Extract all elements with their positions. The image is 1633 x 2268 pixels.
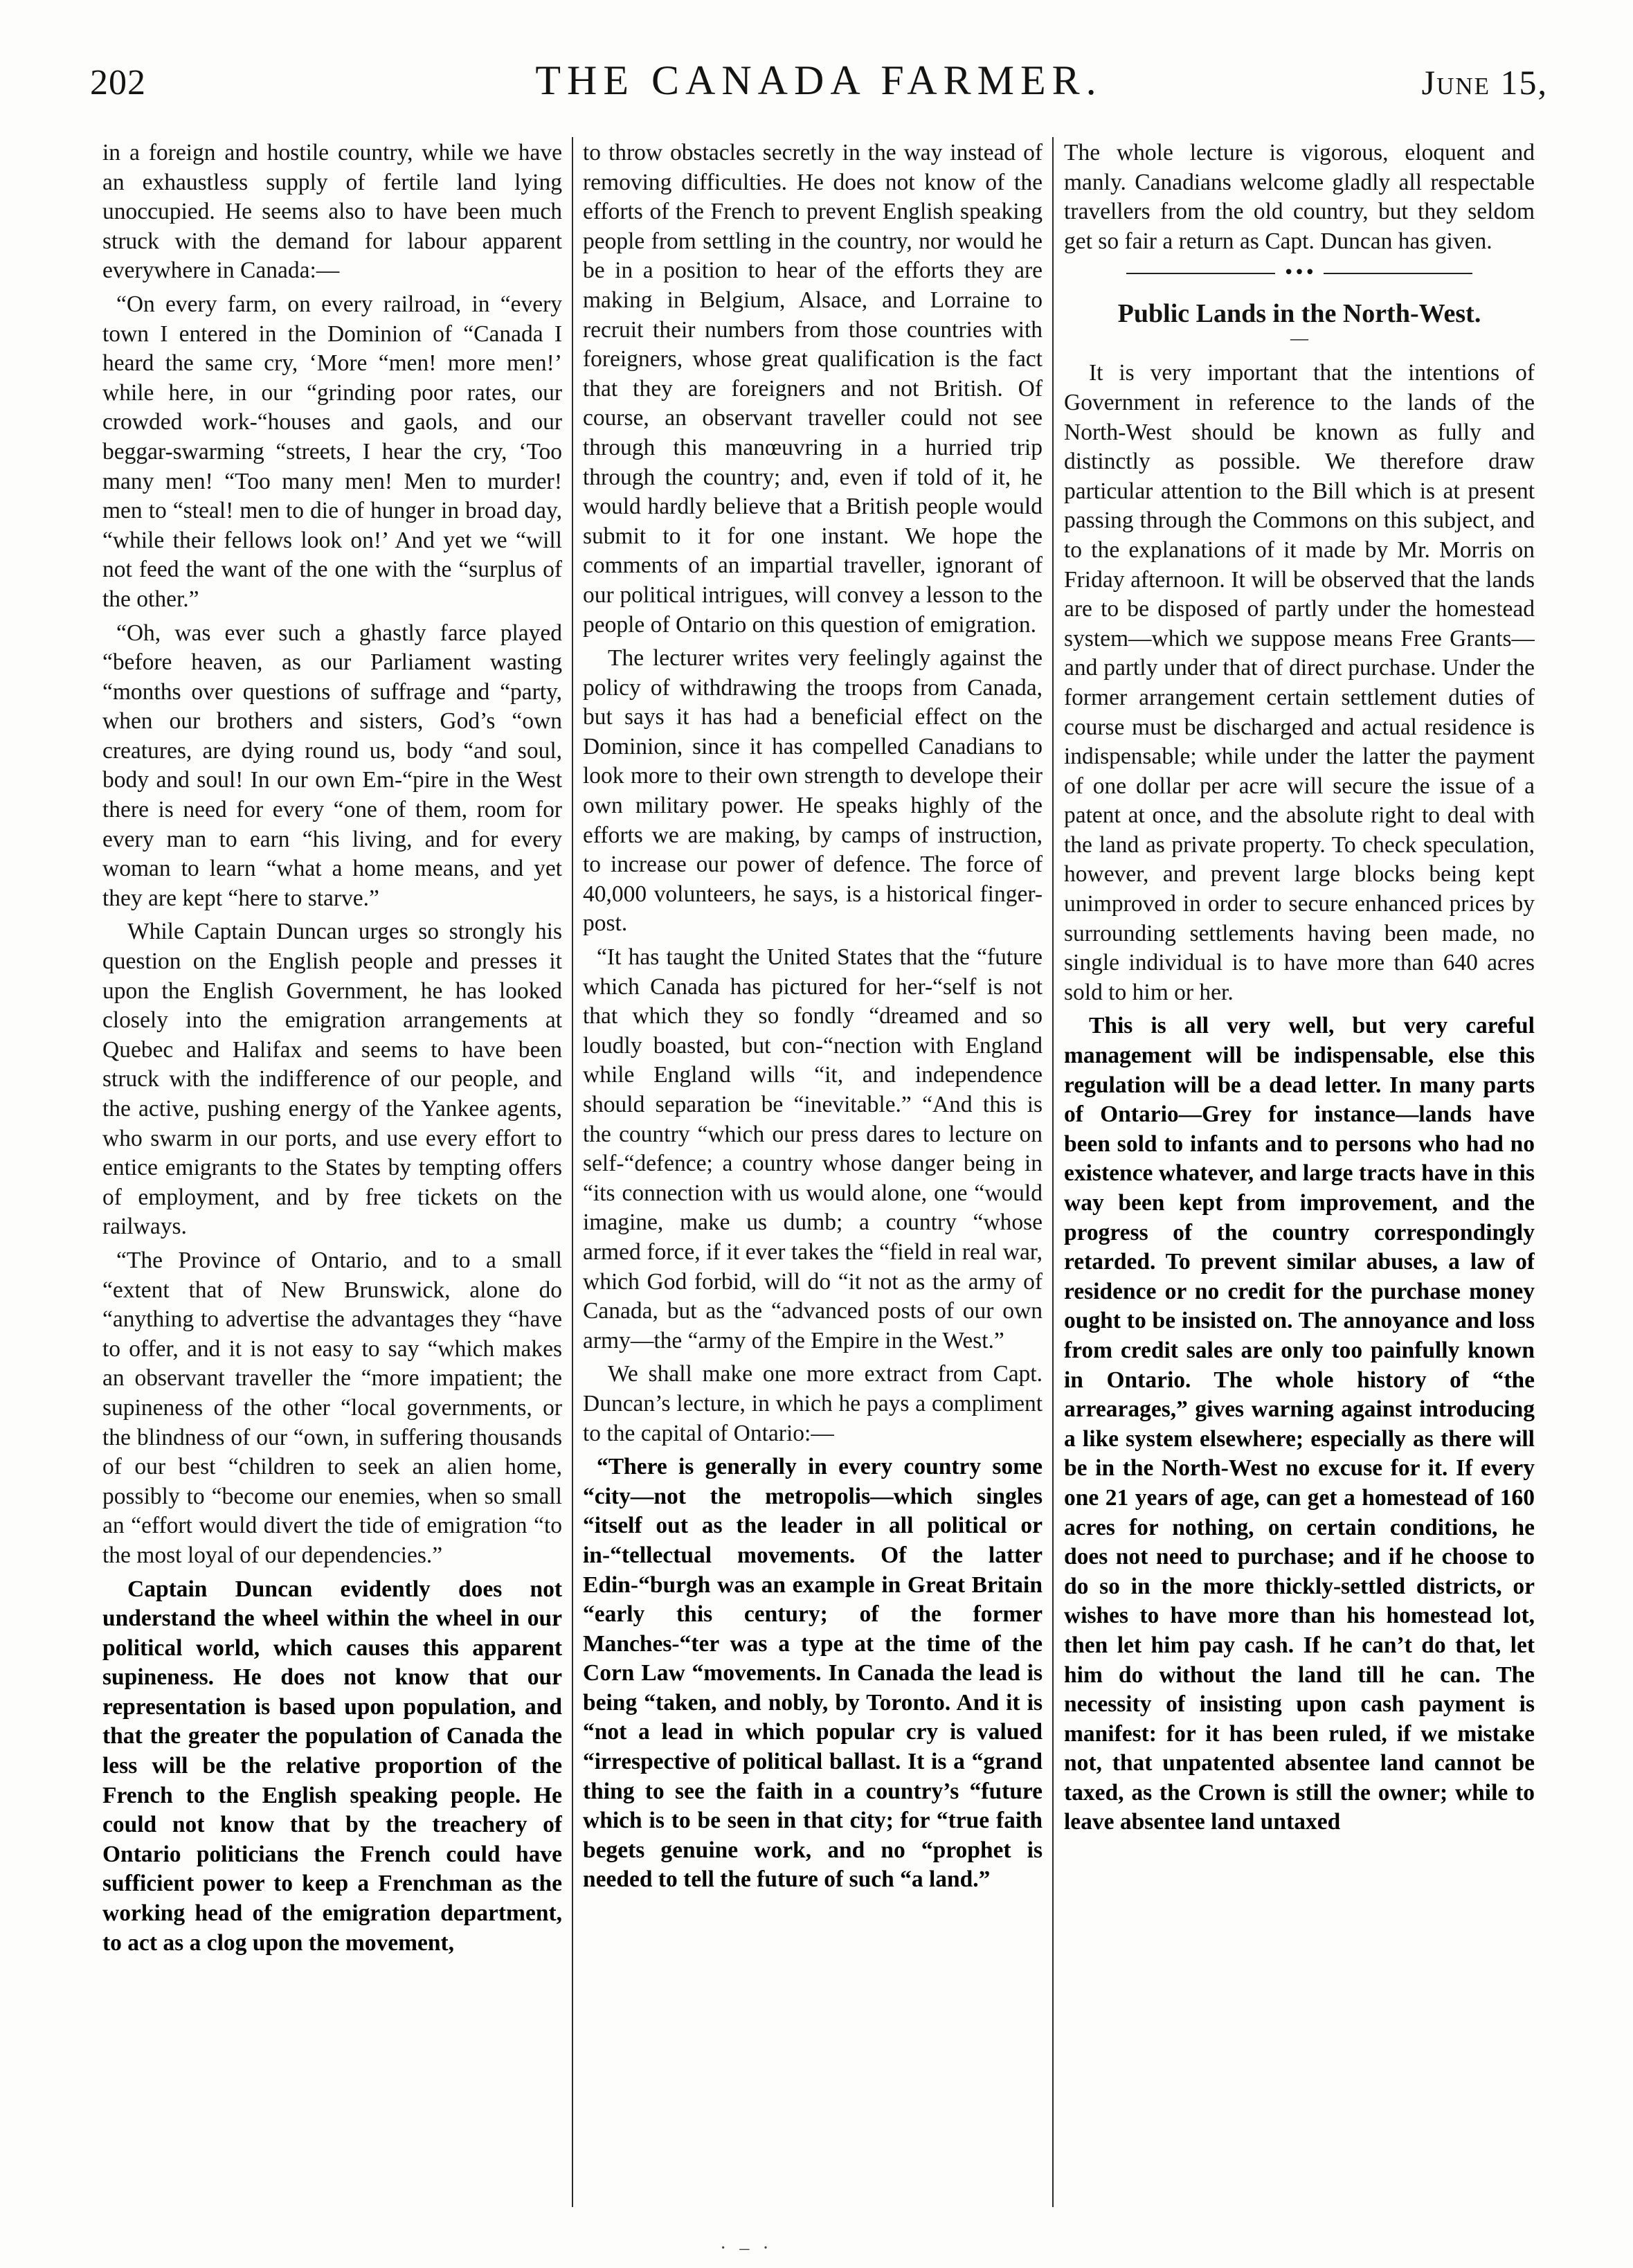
newspaper-title: THE CANADA FARMER.	[535, 57, 1103, 103]
paragraph: We shall make one more extract from Capt. Duncan’s lecture, in which he pays a compliment to the capital of Ontario:—	[583, 1361, 1043, 1446]
paragraph: While Captain Duncan urges so strongly his question on the English people and presses it upon the English Government, he has looked closely into the emigration arrangements at Quebec and Halifax and seems to have been struck with the indifference of our people, and the active, pushing energy of the Yankee agents, who swarm in our ports, and use every effort to entice emigrants to the States by tempting offers of employment, and by free tickets on the railways.	[102, 919, 562, 1240]
quoted-paragraph: “The Province of Ontario, and to a small “extent that of New Brunswick, alone do “anything to advertise the advantages they “have to offer, and it is not easy to say “which makes an observant traveller the “more impatient; the supineness of the other “local governments, or the blindness of our “own, in suffering thousands of our best “children to seek an alien home, possibly to “become our enemies, when so small an “effort would divert the tide of emigration “to the most loyal of our dependencies.”	[102, 1247, 562, 1568]
page-header	[90, 57, 1548, 119]
issue-date: June 15,	[1421, 63, 1548, 102]
paragraph: It is very important that the intentions of Government in reference to the lands of the North-West should be known as fully and distinctly as possible. We therefore draw particular attention to the Bill which is at present passing through the Commons on this subject, and to the explanations of it made by Mr. Morris on Friday afternoon. It will be observed that the lands are to be disposed of partly under the homestead system—which we suppose means Free Grants—and partly under that of direct purchase. Under the former arrangement certain settlement duties of course must be discharged and actual residence is indispensable; while under the latter the payment of one dollar per acre will secure the issue of a patent at once, and the absolute right to deal with the land as private property. To check speculation, however, and prevent large blocks being kept unimproved in order to secure enhanced prices by surrounding settlements having been made, no single individual is to have more than 640 acres sold to him or her.	[1064, 360, 1535, 1005]
article-column-2	[583, 138, 1043, 2222]
page-number: 202	[90, 63, 146, 102]
footer-mark: · – ·	[720, 2238, 773, 2259]
article-column-3	[1064, 138, 1535, 2222]
heading-dash: —	[1290, 328, 1308, 349]
paragraph: Captain Duncan evidently does not understand the wheel within the wheel in our political world, which causes this apparent supineness. He does not know that our representation is based upon population, and that the greater the population of Canada the less will be the relative proportion of the French to the English speaking people. He could not know that by the treachery of Ontario politicians the French could have sufficient power to keep a Frenchman as the working head of the emigration department, to act as a clog upon the movement,	[102, 1576, 562, 1956]
quoted-paragraph: “It has taught the United States that the “future which Canada has pictured for her-“self is not that which they so fondly “dreamed and so loudly boasted, but con-“nection with England while England wills “it, and independence should separation be “inevitable.” “And this is the country “which our press dares to lecture on self-“defence; a country whose danger being in “its connection with us would alone, one “would imagine, make us dumb; a country “whose armed force, if it ever takes the “field in real war, which God forbid, will do “it not as the army of Canada, but as the “advanced posts of our own army—the “army of the Empire in the West.”	[583, 944, 1043, 1353]
paragraph: in a foreign and hostile country, while we have an exhaustless supply of fertile land lying unoccupied. He seems also to have been much struck with the demand for labour apparent everywhere in Canada:—	[102, 140, 562, 284]
paragraph: The whole lecture is vigorous, eloquent and manly. Canadians welcome gladly all respectable travellers from the old country, but they seldom get so fair a return as Capt. Duncan has given.	[1064, 140, 1535, 254]
column-divider	[572, 137, 573, 2207]
quoted-paragraph: “There is generally in every country some “city—not the metropolis—which singles “itself out as the leader in all political or in-“tellectual movements. Of the latter Edin-“burgh was an example in Great Britain “early this century; of the former Manches-“ter was a type at the time of the Corn Law “movements. In Canada the lead is being “taken, and nobly, by Toronto. And it is “not a lead in which popular cry is valued “irrespective of political ballast. It is a “grand thing to see the faith in a country’s “future which is to be seen in that city; for “true faith begets genuine work, and no “prophet is needed to tell the future of such “a land.”	[583, 1454, 1043, 1893]
separator-ornament: •••	[1275, 262, 1324, 284]
article-column-1	[102, 138, 562, 2222]
column-divider	[1052, 137, 1054, 2207]
quoted-paragraph: “On every farm, on every railroad, in “every town I entered in the Dominion of “Canada I heard the same cry, ‘More “men! more men!’ while here, in our “grinding poor rates, our crowded work-“houses and gaols, and our beggar-swarming “streets, I hear the cry, ‘Too many men! “Too many men! Men to murder! men to “steal! men to die of hunger in broad day, “while their fellows look on!’ And yet we “will not feed the want of the one with the “surplus of the other.”	[102, 291, 562, 612]
quoted-paragraph: “Oh, was ever such a ghastly farce played “before heaven, as our Parliament wasting “months over questions of suffrage and “party, when our brothers and sisters, God’s “own creatures, are dying round us, body “and soul, body and soul! In our own Em-“pire in the West there is need for every “one of them, room for every man to earn “his living, and for every woman to learn “what a home means, and yet they are kept “here to starve.”	[102, 620, 562, 911]
section-separator	[1064, 262, 1535, 285]
paragraph: This is all very well, but very careful management will be indispensable, else this regulation will be a dead letter. In many parts of Ontario—Grey for instance—lands have been sold to infants and to persons who had no existence whatever, and large tracts have in this way been kept from improvement, and the progress of the country correspondingly retarded. To prevent similar abuses, a law of residence or no credit for the purchase money ought to be insisted on. The annoyance and loss from credit sales are only too painfully known in Ontario. The whole history of “the arrearages,” gives warning against introducing a like system elsewhere; especially as there will be in the North-West no excuse for it. If every one 21 years of age, can get a homestead of 160 acres for nothing, on certain conditions, he does not need to purchase; and if he choose to do so in the more thickly-settled districts, or wishes to have more than his homestead lot, then let him pay cash. If he can’t do that, let him do without the land till he can. The necessity of insisting upon cash payment is manifest: for it has been ruled, if we mistake not, that unpatented absentee land cannot be taxed, as the Crown is still the owner; while to leave absentee land untaxed	[1064, 1013, 1535, 1835]
paragraph: to throw obstacles secretly in the way instead of removing difficulties. He does not know of the efforts of the French to prevent English speaking people from settling in the country, nor would he be in a position to hear of the efforts they are making in Belgium, Alsace, and Lorraine to recruit their numbers from those countries with foreigners, whose great qualification is the fact that they are foreigners and not British. Of course, an observant traveller could not see through this manœuvring in a hurried trip through the country; and, even if told of it, he would hardly believe that a British people would submit to it for one instant. We hope the comments of an impartial traveller, ignorant of our political intrigues, will convey a lesson to the people of Ontario on this question of emigration.	[583, 140, 1043, 638]
paragraph: The lecturer writes very feelingly against the policy of withdrawing the troops from Canada, but says it has had a beneficial effect on the Dominion, since it has compelled Canadians to look more to their own strength to develope their own military power. He speaks highly of the efforts we are making, by camps of instruction, to increase our power of defence. The force of 40,000 volunteers, he says, is a historical finger-post.	[583, 645, 1043, 937]
section-heading: Public Lands in the North-West.	[1117, 299, 1481, 329]
